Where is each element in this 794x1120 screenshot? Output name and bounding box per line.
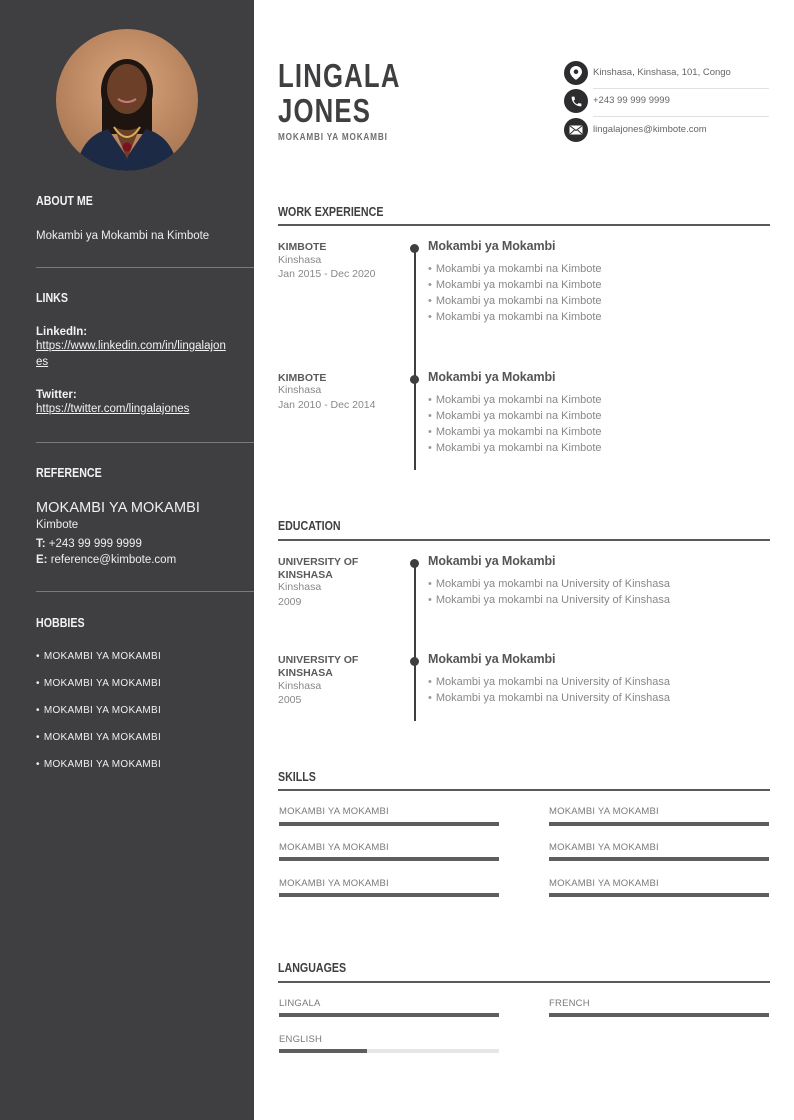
hobbies-title: HOBBIES bbox=[36, 615, 85, 630]
skill-bar bbox=[549, 893, 769, 897]
skill-bar-fill bbox=[279, 893, 499, 897]
edu-school-line2: KINSHASA bbox=[278, 568, 333, 581]
reference-name: MOKAMBI YA MOKAMBI bbox=[36, 500, 201, 516]
skill-label: MOKAMBI YA MOKAMBI bbox=[549, 806, 659, 817]
work-role: Mokambi ya Mokambi bbox=[428, 370, 556, 384]
language-bar-fill bbox=[279, 1013, 499, 1017]
bullet-item: • Mokambi ya mokambi na Kimbote bbox=[428, 293, 602, 309]
linkedin-label: LinkedIn: bbox=[36, 326, 88, 338]
language-bar-fill bbox=[279, 1049, 367, 1053]
bullet-item: • Mokambi ya mokambi na Kimbote bbox=[428, 424, 602, 440]
divider bbox=[36, 591, 254, 592]
edu-location: Kinshasa bbox=[278, 581, 322, 593]
phone-text: +243 99 999 9999 bbox=[593, 95, 670, 106]
reference-title: REFERENCE bbox=[36, 465, 102, 480]
work-timeline bbox=[414, 248, 416, 470]
work-location: Kinshasa bbox=[278, 384, 322, 396]
reference-company: Kimbote bbox=[36, 519, 79, 531]
contact-email bbox=[564, 118, 769, 142]
skill-bar bbox=[279, 857, 499, 861]
bullet-item: • Mokambi ya mokambi na Kimbote bbox=[428, 440, 602, 456]
hobby-item: • MOKAMBI YA MOKAMBI bbox=[36, 705, 161, 716]
timeline-dot bbox=[410, 657, 419, 666]
bullet-item: • Mokambi ya mokambi na Kimbote bbox=[428, 309, 602, 325]
edu-school-line1: UNIVERSITY OF bbox=[278, 654, 359, 666]
last-name: JONES bbox=[278, 92, 372, 129]
hobby-item: • MOKAMBI YA MOKAMBI bbox=[36, 678, 161, 689]
reference-email-label: E: bbox=[36, 554, 48, 566]
job-title: MOKAMBI YA MOKAMBI bbox=[278, 132, 388, 143]
skill-bar-fill bbox=[279, 822, 499, 826]
reference-block bbox=[36, 500, 200, 568]
skills-title: SKILLS bbox=[278, 769, 316, 784]
bullet-item: • Mokambi ya mokambi na Kimbote bbox=[428, 277, 602, 293]
skill-bar-fill bbox=[549, 822, 769, 826]
work-dates: Jan 2010 - Dec 2014 bbox=[278, 399, 376, 411]
work-bullets bbox=[428, 392, 602, 456]
education-title: EDUCATION bbox=[278, 518, 341, 533]
timeline-dot bbox=[410, 244, 419, 253]
edu-school bbox=[278, 556, 358, 581]
divider bbox=[36, 267, 254, 268]
language-label: FRENCH bbox=[549, 998, 590, 1009]
profile-photo bbox=[56, 29, 198, 171]
twitter-url-link[interactable]: https://twitter.com/lingalajones bbox=[36, 403, 190, 415]
linkedin-url-link[interactable]: https://www.linkedin.com/in/lingalajones bbox=[36, 340, 226, 368]
portrait-icon bbox=[56, 29, 198, 171]
edu-year: 2005 bbox=[278, 694, 302, 706]
skill-label: MOKAMBI YA MOKAMBI bbox=[279, 878, 389, 889]
skill-bar bbox=[279, 893, 499, 897]
bullet-item: • Mokambi ya mokambi na Kimbote bbox=[428, 261, 602, 277]
edu-school-line2: KINSHASA bbox=[278, 666, 333, 679]
first-name: LINGALA bbox=[278, 57, 401, 94]
skill-bar bbox=[279, 822, 499, 826]
language-bar-fill bbox=[549, 1013, 769, 1017]
section-rule bbox=[278, 789, 770, 791]
reference-phone-row bbox=[36, 536, 200, 552]
email-text[interactable]: lingalajones@kimbote.com bbox=[593, 124, 707, 135]
hobby-item: • MOKAMBI YA MOKAMBI bbox=[36, 759, 161, 770]
hobby-item: • MOKAMBI YA MOKAMBI bbox=[36, 732, 161, 743]
link-twitter bbox=[36, 389, 236, 417]
work-bullets bbox=[428, 261, 602, 325]
bullet-item: • Mokambi ya mokambi na University of Kinshasa bbox=[428, 592, 670, 608]
skill-bar bbox=[549, 857, 769, 861]
work-company: KIMBOTE bbox=[278, 372, 327, 384]
hobby-item: • MOKAMBI YA MOKAMBI bbox=[36, 651, 161, 662]
edu-bullets bbox=[428, 576, 670, 608]
address-text: Kinshasa, Kinshasa, 101, Congo bbox=[593, 67, 731, 78]
edu-bullets bbox=[428, 674, 670, 706]
edu-year: 2009 bbox=[278, 596, 302, 608]
reference-phone-label: T: bbox=[36, 538, 46, 550]
section-rule bbox=[278, 981, 770, 983]
skill-bar-fill bbox=[279, 857, 499, 861]
languages-title: LANGUAGES bbox=[278, 960, 347, 975]
about-text: Mokambi ya Mokambi na Kimbote bbox=[36, 230, 210, 242]
skill-label: MOKAMBI YA MOKAMBI bbox=[549, 842, 659, 853]
skill-bar-fill bbox=[549, 857, 769, 861]
reference-email-row bbox=[36, 552, 200, 568]
skill-label: MOKAMBI YA MOKAMBI bbox=[279, 806, 389, 817]
about-title: ABOUT ME bbox=[36, 193, 93, 208]
bullet-item: • Mokambi ya mokambi na University of Kinshasa bbox=[428, 576, 670, 592]
reference-email: reference@kimbote.com bbox=[50, 554, 177, 566]
skill-bar bbox=[549, 822, 769, 826]
sidebar bbox=[0, 0, 254, 1120]
skill-label: MOKAMBI YA MOKAMBI bbox=[549, 878, 659, 889]
skill-label: MOKAMBI YA MOKAMBI bbox=[279, 842, 389, 853]
location-pin-icon bbox=[564, 61, 588, 85]
bullet-item: • Mokambi ya mokambi na Kimbote bbox=[428, 392, 602, 408]
bullet-item: • Mokambi ya mokambi na Kimbote bbox=[428, 408, 602, 424]
timeline-dot bbox=[410, 375, 419, 384]
work-company: KIMBOTE bbox=[278, 241, 327, 253]
work-dates: Jan 2015 - Dec 2020 bbox=[278, 268, 376, 280]
edu-school bbox=[278, 654, 358, 679]
work-role: Mokambi ya Mokambi bbox=[428, 239, 556, 253]
divider bbox=[36, 442, 254, 443]
timeline-dot bbox=[410, 559, 419, 568]
work-location: Kinshasa bbox=[278, 254, 322, 266]
language-label: LINGALA bbox=[279, 998, 321, 1009]
edu-school-line1: UNIVERSITY OF bbox=[278, 556, 359, 568]
work-title: WORK EXPERIENCE bbox=[278, 204, 384, 219]
full-name bbox=[278, 58, 401, 128]
education-timeline bbox=[414, 563, 416, 721]
contact-address bbox=[564, 61, 769, 85]
edu-role: Mokambi ya Mokambi bbox=[428, 652, 556, 666]
language-bar bbox=[549, 1013, 769, 1017]
section-rule bbox=[278, 224, 770, 226]
envelope-icon bbox=[564, 118, 588, 142]
language-label: ENGLISH bbox=[279, 1034, 323, 1045]
bullet-item: • Mokambi ya mokambi na University of Kinshasa bbox=[428, 690, 670, 706]
link-linkedin bbox=[36, 326, 226, 370]
contact-phone bbox=[564, 89, 769, 113]
twitter-label: Twitter: bbox=[36, 389, 77, 401]
edu-role: Mokambi ya Mokambi bbox=[428, 554, 556, 568]
edu-location: Kinshasa bbox=[278, 680, 322, 692]
phone-icon bbox=[564, 89, 588, 113]
reference-phone: +243 99 999 9999 bbox=[48, 538, 142, 550]
skill-bar-fill bbox=[549, 893, 769, 897]
language-bar bbox=[279, 1049, 499, 1053]
bullet-item: • Mokambi ya mokambi na University of Kinshasa bbox=[428, 674, 670, 690]
links-title: LINKS bbox=[36, 290, 68, 305]
language-bar bbox=[279, 1013, 499, 1017]
section-rule bbox=[278, 539, 770, 541]
divider bbox=[593, 116, 769, 117]
